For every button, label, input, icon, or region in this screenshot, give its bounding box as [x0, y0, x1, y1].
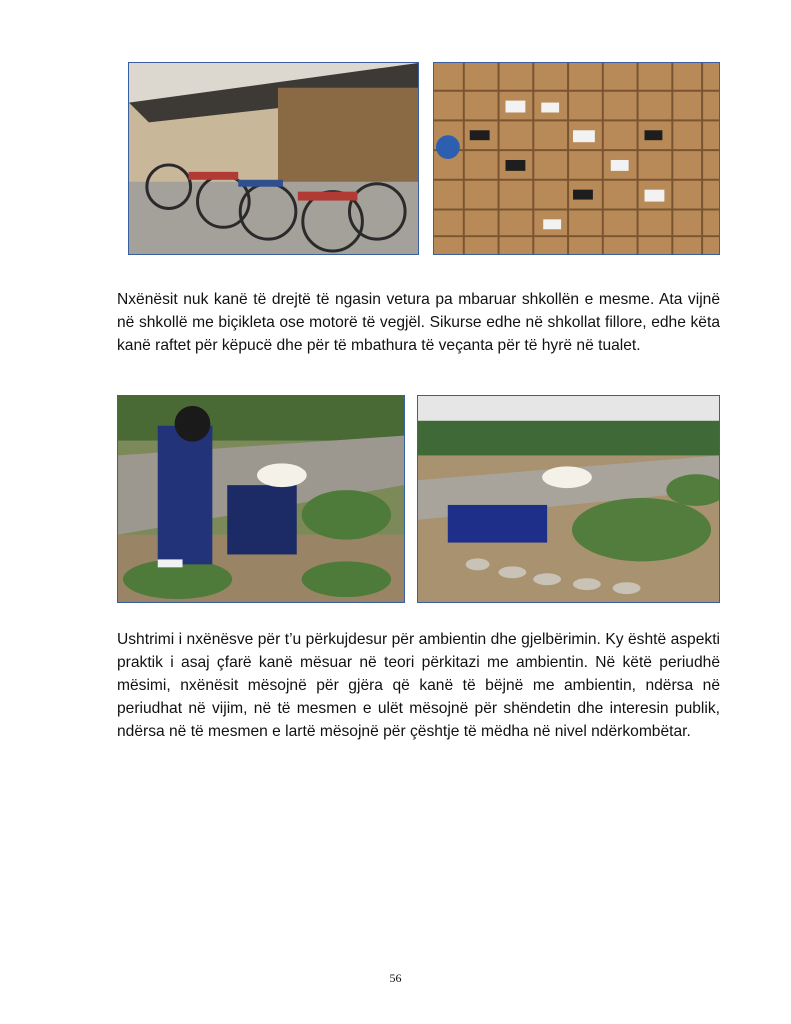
paragraph-2: Ushtrimi i nxënësve për t’u përkujdesur për ambientin dhe gjelbërimin. Ky është aspekti praktik i asaj çfarë kanë mësuar në teori përkitazi me ambientin. Në këtë periudhë mësimi, nxënësit mësojnë për gjëra që kanë të bëjnë me ambientin, ndërsa në periudhat në vijim, në të mesmen e ulët mësojnë për shëndetin dhe interesin publik, ndërsa në të mesmen e lartë mësojnë për çështje të mëdha në nivel ndërkombëtar. — [117, 631, 720, 740]
paragraph-1: Nxënësit nuk kanë të drejtë të ngasin vetura pa mbaruar shkollën e mesme. Ata vijnë në shkollë me biçikleta ose motorë të vegjël. Sikurse edhe në shkollat fillore, edhe këta kanë raftet për këpucë dhe për të mbathura të veçanta për të hyrë në tualet. — [117, 291, 720, 354]
page-number: 56 — [389, 971, 402, 985]
photo-students-gardening — [117, 395, 405, 603]
photo-bicycle-parking — [128, 62, 419, 255]
photo-shoe-racks — [433, 62, 720, 255]
photo-student-planting — [417, 395, 720, 603]
